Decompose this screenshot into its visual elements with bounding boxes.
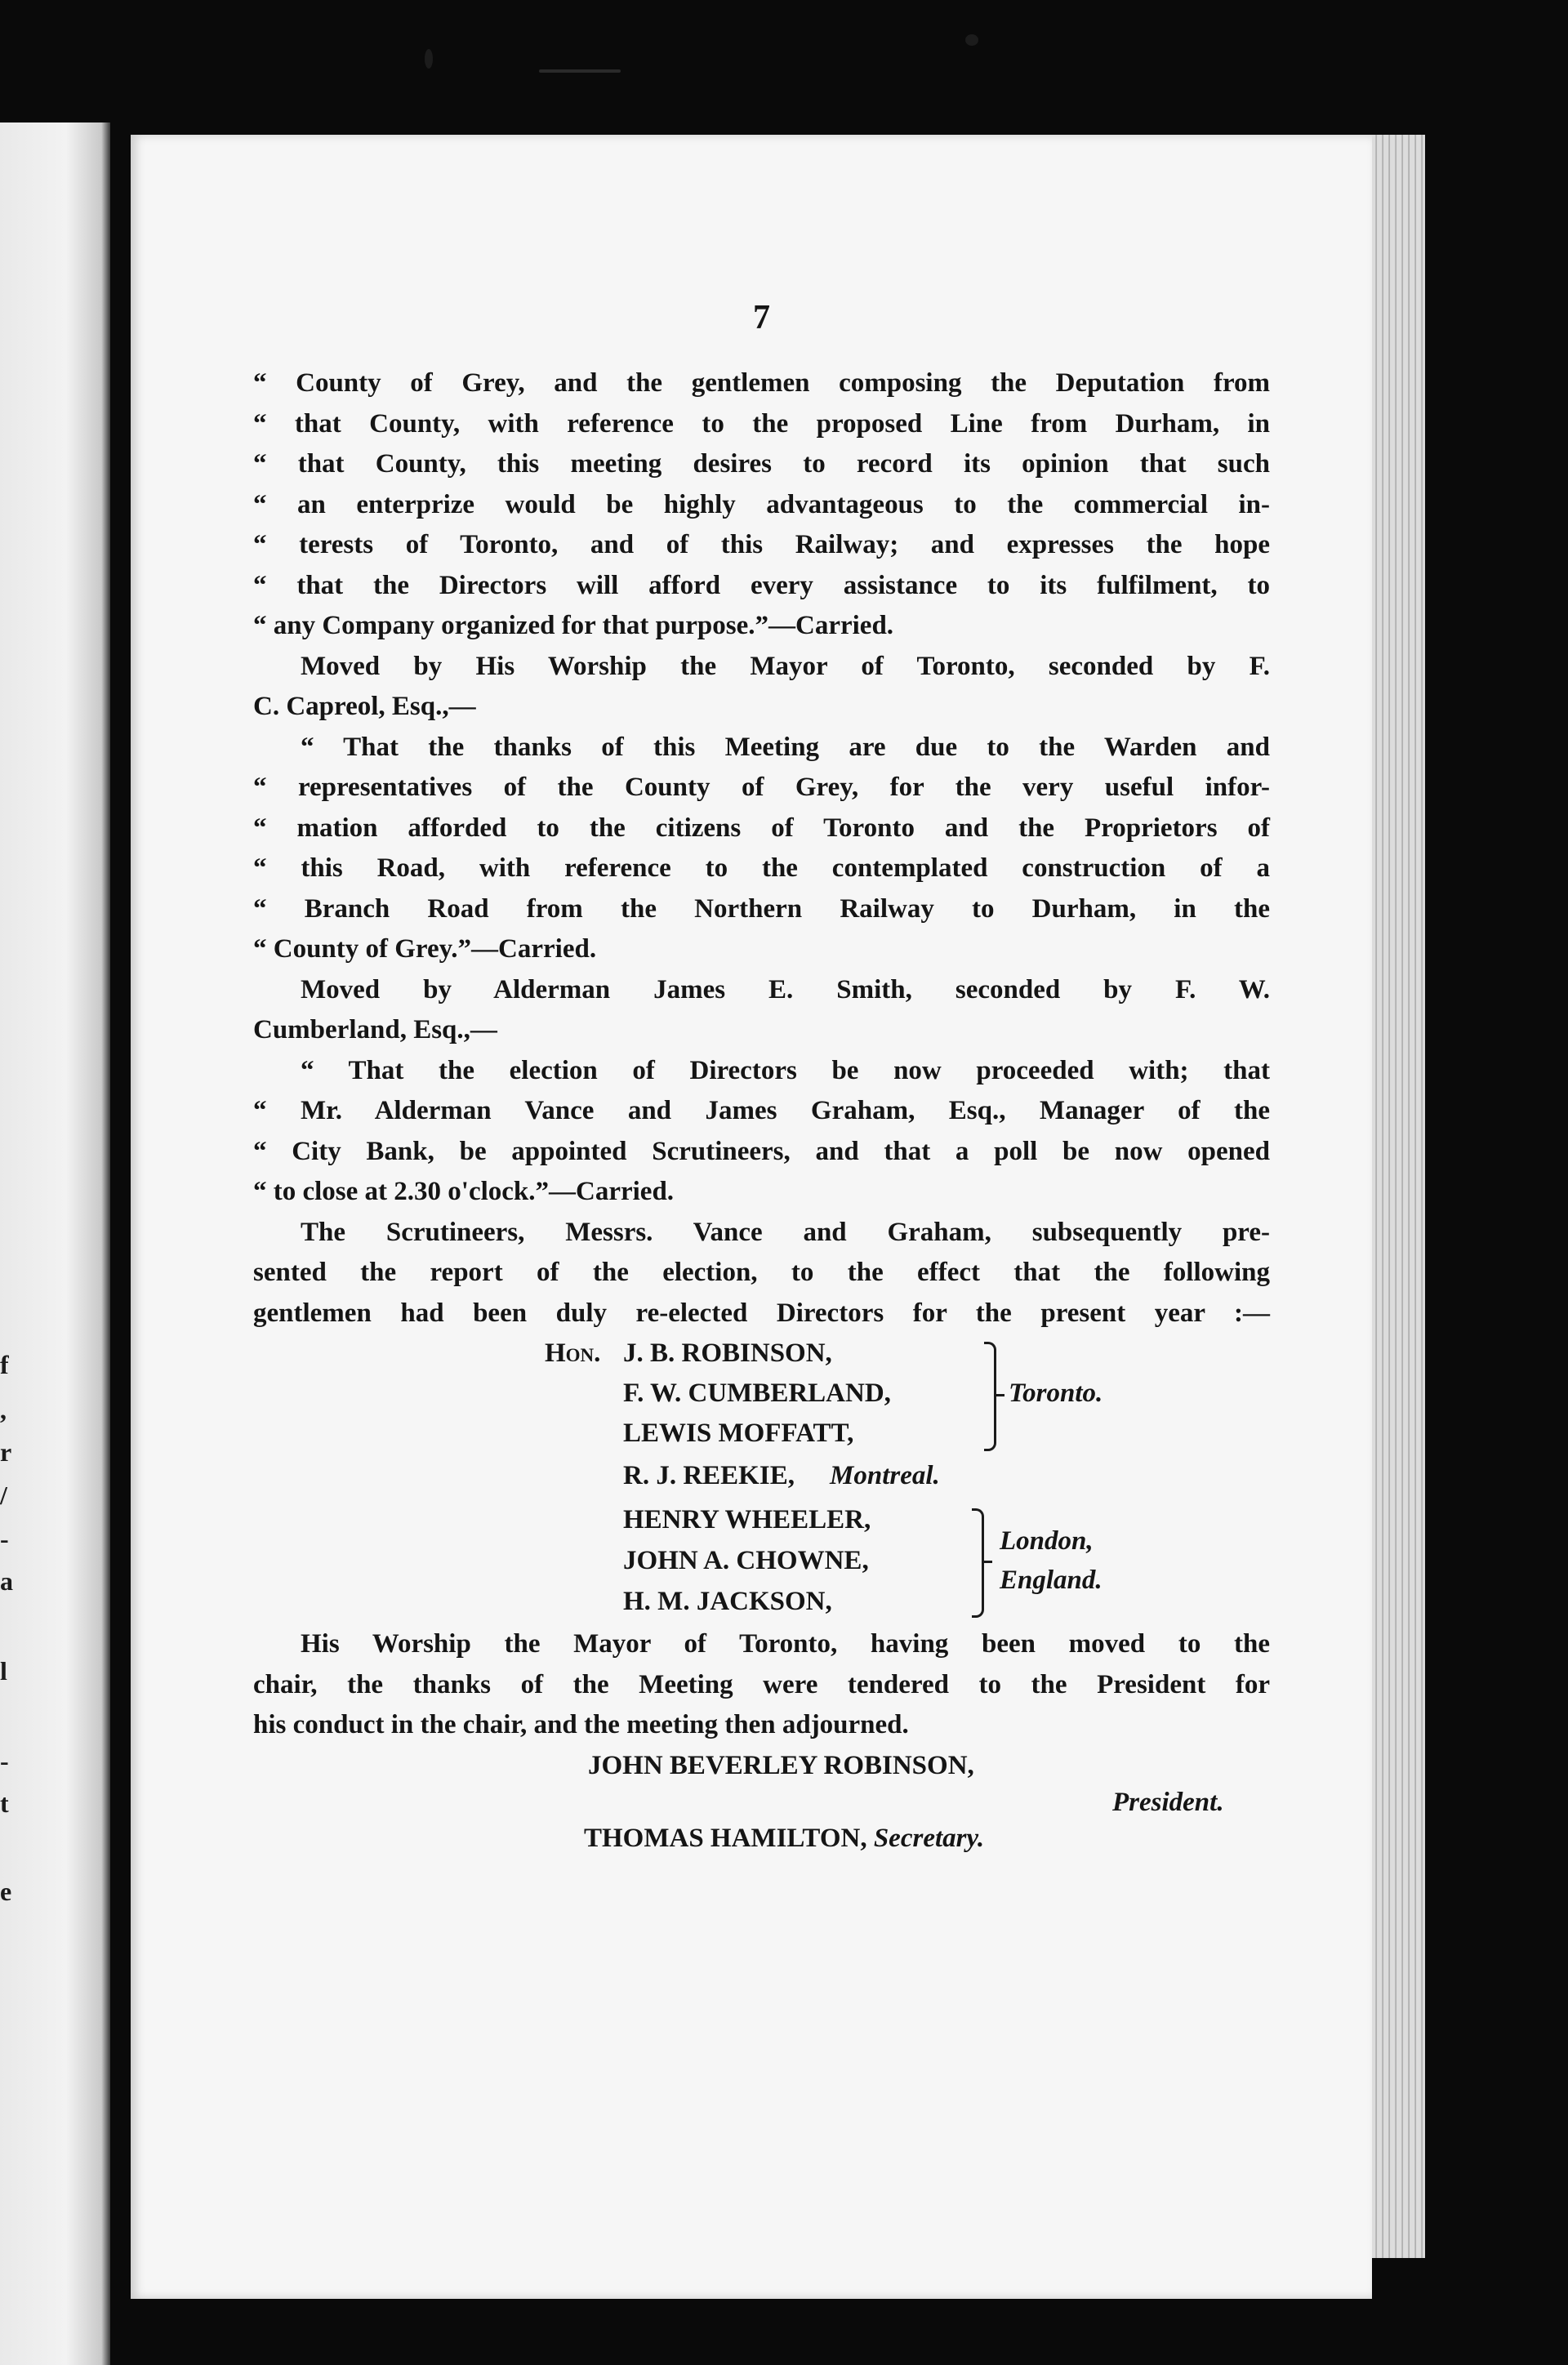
director-name: R. J. REEKIE,	[623, 1461, 795, 1490]
resolution-2	[253, 728, 1270, 970]
secretary-title: Secretary.	[873, 1824, 985, 1853]
motion-2	[253, 647, 1270, 728]
left-page-fragment: l	[0, 1656, 7, 1686]
text-line: “ Branch Road from the Northern Railway to Durham, in the	[253, 893, 1270, 924]
left-page-fragment: a	[0, 1566, 13, 1596]
text-line: “ County of Grey.”—Carried.	[253, 934, 597, 964]
dust-speck	[539, 69, 621, 73]
dust-speck	[425, 49, 433, 69]
left-page-fragment: -	[0, 1524, 9, 1553]
location-montreal: Montreal.	[830, 1461, 940, 1490]
text-line: “ that County, this meeting desires to record its opinion that such	[253, 449, 1270, 479]
director-name: HENRY WHEELER,	[623, 1505, 871, 1534]
director-name: F. W. CUMBERLAND,	[623, 1378, 891, 1408]
text-line: The Scrutineers, Messrs. Vance and Graham, subsequently pre-	[301, 1217, 1270, 1247]
location-toronto: Toronto.	[1009, 1378, 1103, 1408]
text-line: sented the report of the election, to the effect that the following	[253, 1258, 1270, 1287]
resolution-3	[253, 1051, 1270, 1213]
text-line: “ that the Directors will afford every assistance to its fulfilment, to	[253, 570, 1270, 600]
text-line: “ That the thanks of this Meeting are due to the Warden and	[301, 732, 1270, 762]
left-page-fragment: ,	[0, 1395, 7, 1424]
text-line: Moved by Alderman James E. Smith, seconded by F. W.	[301, 974, 1270, 1004]
text-line: “ any Company organized for that purpose.”—Carried.	[253, 611, 894, 640]
directors-list	[253, 1334, 1270, 1624]
signatures	[253, 1746, 1270, 1859]
left-page-fragment: e	[0, 1877, 12, 1906]
director-name: J. B. ROBINSON,	[623, 1338, 832, 1368]
text-line: “ to close at 2.30 o'clock.”—Carried.	[253, 1177, 675, 1206]
text-line: gentlemen had been duly re-elected Directors for the present year :—	[253, 1298, 1270, 1328]
hon-prefix: Hon.	[545, 1338, 601, 1368]
page-number: 7	[753, 299, 770, 336]
closing-paragraph	[253, 1624, 1270, 1746]
director-name: JOHN A. CHOWNE,	[623, 1546, 869, 1575]
text-line: “ That the election of Directors be now proceeded with; that	[301, 1055, 1270, 1085]
text-line: “ this Road, with reference to the contemplated construction of a	[253, 853, 1270, 883]
left-page-fragment: -	[0, 1746, 9, 1775]
left-facing-page	[0, 122, 110, 2365]
brace-tick	[984, 1561, 992, 1563]
brace-tick	[996, 1394, 1004, 1396]
brace-london	[972, 1508, 984, 1618]
secretary-line	[253, 1819, 1270, 1859]
location-london: London,	[1000, 1526, 1094, 1556]
text-line: “ an enterprize would be highly advantageous to the commercial in-	[253, 489, 1270, 519]
left-page-fragment: r	[0, 1437, 12, 1467]
secretary-name: THOMAS HAMILTON,	[584, 1824, 867, 1853]
brace-toronto	[984, 1342, 996, 1451]
director-name: LEWIS MOFFATT,	[623, 1419, 854, 1448]
left-page-fragment: f	[0, 1350, 9, 1379]
location-england: England.	[1000, 1566, 1102, 1595]
text-line: “ representatives of the County of Grey, for the very useful infor-	[253, 773, 1270, 802]
text-line: “ mation afforded to the citizens of Toronto and the Proprietors of	[253, 813, 1270, 843]
book-page	[131, 135, 1372, 2299]
resolution-1	[253, 363, 1270, 647]
text-line: “ terests of Toronto, and of this Railway; and expresses the hope	[253, 530, 1270, 559]
scrutineers-report	[253, 1213, 1270, 1334]
text-line: “ County of Grey, and the gentlemen composing the Deputation from	[253, 368, 1270, 398]
page-text	[253, 298, 1270, 1859]
left-page-fragment: /	[0, 1481, 7, 1510]
text-line: Cumberland, Esq.,—	[253, 1015, 497, 1044]
text-line: C. Capreol, Esq.,—	[253, 692, 476, 721]
motion-3	[253, 970, 1270, 1051]
text-line: “ that County, with reference to the proposed Line from Durham, in	[253, 408, 1270, 439]
text-line: His Worship the Mayor of Toronto, having been moved to the	[301, 1629, 1270, 1659]
text-line: Moved by His Worship the Mayor of Toronto, seconded by F.	[301, 651, 1270, 681]
text-line: “ Mr. Alderman Vance and James Graham, Esq., Manager of the	[253, 1096, 1270, 1125]
text-line: “ City Bank, be appointed Scrutineers, and that a poll be now opened	[253, 1136, 1270, 1166]
president-title: President.	[1112, 1788, 1224, 1817]
director-name: H. M. JACKSON,	[623, 1587, 832, 1616]
text-line: his conduct in the chair, and the meeting then adjourned.	[253, 1710, 909, 1739]
left-page-fragment: t	[0, 1788, 9, 1818]
text-line: chair, the thanks of the Meeting were tendered to the President for	[253, 1669, 1270, 1699]
president-name: JOHN BEVERLEY ROBINSON,	[588, 1750, 974, 1780]
dust-speck	[965, 34, 978, 46]
